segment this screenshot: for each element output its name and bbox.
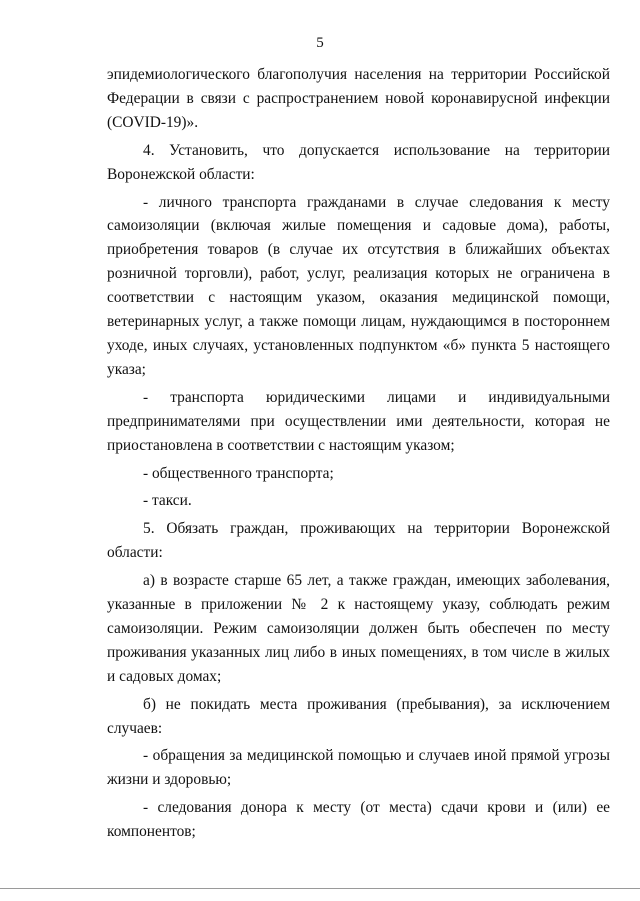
paragraph-bullet-taxi: - такси. [143,492,192,510]
paragraph-item-5a: а) в возрасте старше 65 лет, а также граждан, имеющих заболевания, указанные в приложении № 2 к настоящему указу, соблюдать режим самоизоляции. Режим самоизоляции должен быть обеспечен по месту проживания указанных лиц либо в иных помещениях, в том числе в жилых и садовых домах; [107,572,610,685]
bottom-rule [0,888,640,889]
paragraph-bullet-personal-transport: - личного транспорта гражданами в случае следования к месту самоизоляции (включая жилые помещения и садовые дома), работы, приобретения товаров (в случае их отсутствия в ближайших объектах розничной торговли), работ, услуг, реализация которых не ограничена в соответствии с настоящим указом, оказания медицинской помощи, ветеринарных услуг, а также помощи лицам, нуждающимся в постороннем уходе, иных случаях, установленных подпунктом «б» пункта 5 настоящего указа; [107,193,610,378]
paragraph-bullet-legal-entities: - транспорта юридическими лицами и индивидуальными предпринимателями при осуществлении ими деятельности, которая не приостановлена в соответствии с настоящим указом; [107,388,610,454]
paragraph-continuation: эпидемиологического благополучия населения на территории Российской Федерации в связи с распространением новой коронавирусной инфекции (COVID-19)». [107,66,610,131]
paragraph-item-5b: б) не покидать места проживания (пребывания), за исключением случаев: [107,695,610,737]
paragraph-bullet-medical: - обращения за медицинской помощью и случаев иной прямой угрозы жизни и здоровью; [107,747,610,789]
paragraph-item-4: 4. Установить, что допускается использование на территории Воронежской области: [107,141,610,183]
document-body [107,63,610,844]
paragraph-bullet-donor: - следования донора к месту (от места) сдачи крови и (или) ее компонентов; [107,799,610,841]
paragraph-item-5: 5. Обязать граждан, проживающих на территории Воронежской области: [107,520,610,562]
page-number: 5 [316,35,324,51]
paragraph-bullet-public-transport: - общественного транспорта; [143,464,334,482]
